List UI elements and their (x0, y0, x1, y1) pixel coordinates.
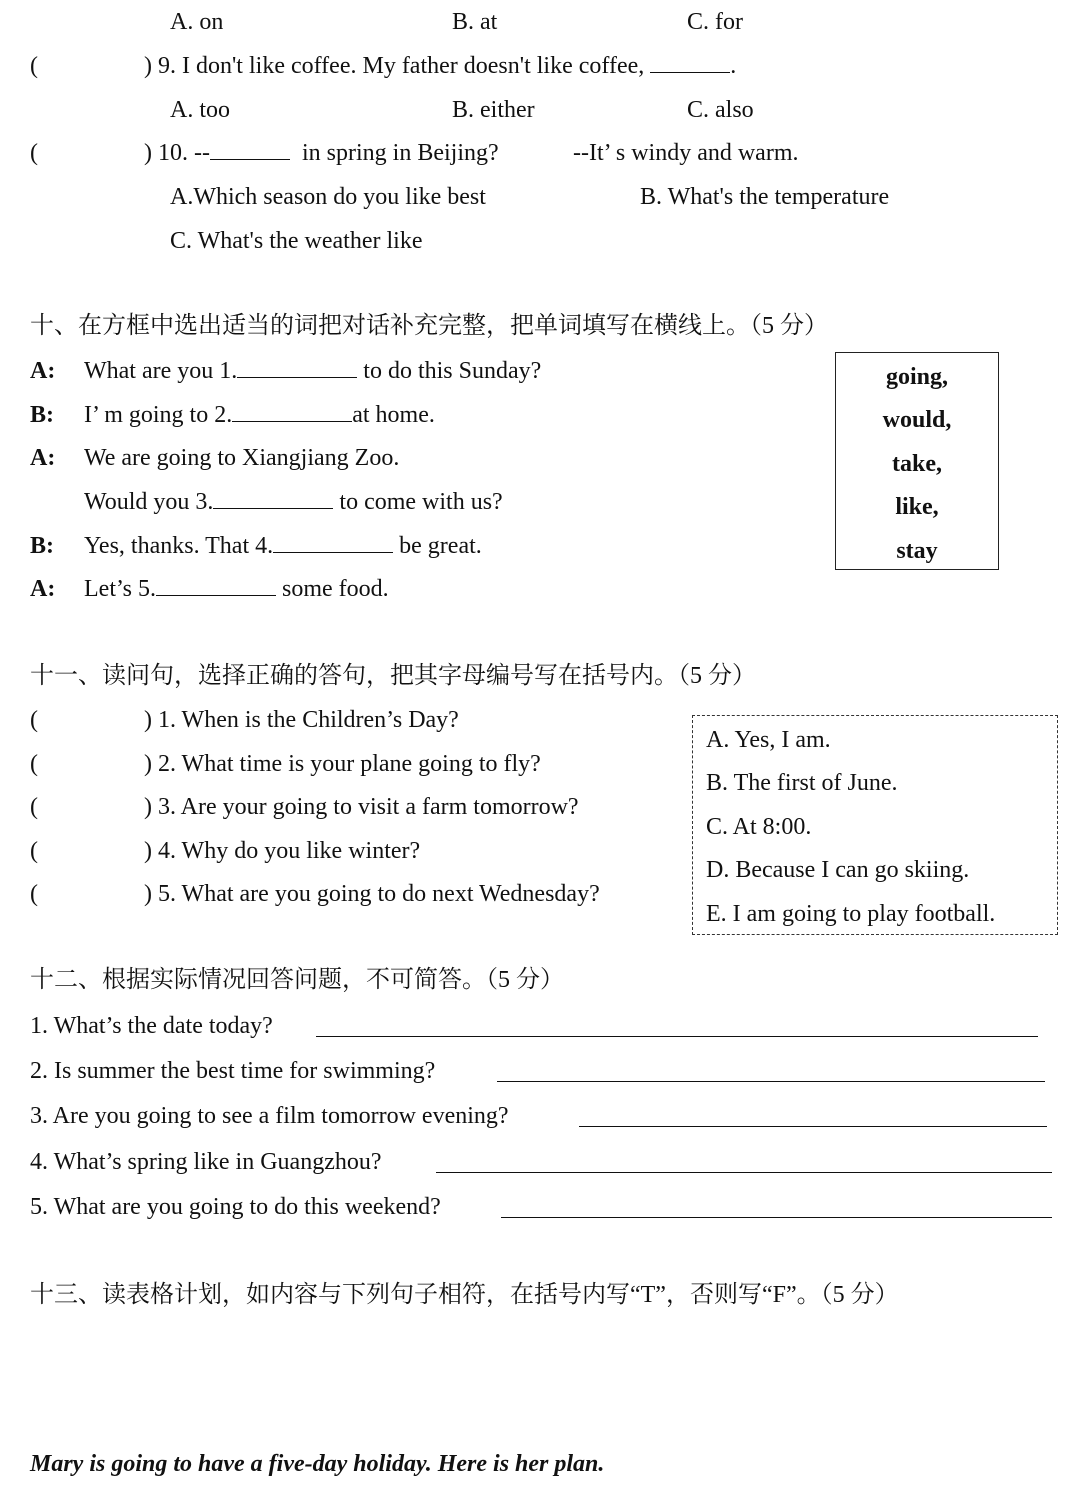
s12-question-2: 2. Is summer the best time for swimming? (30, 1058, 436, 1084)
q10-option-a: A.Which season do you like best (170, 184, 486, 210)
s11-paren: ( (30, 794, 38, 820)
s11-question: ) 2. What time is your plane going to fly? (144, 751, 541, 777)
q8-option-c: C. for (687, 9, 743, 35)
s10-line-3: We are going to Xiangjiang Zoo. (84, 445, 400, 471)
s11-answer: C. At 8:00. (706, 814, 812, 840)
s10-line-6-pre: Let’s 5. (84, 576, 156, 602)
s12-question-1: 1. What’s the date today? (30, 1013, 273, 1039)
s10-blank-4[interactable] (273, 532, 393, 553)
s11-answer: A. Yes, I am. (706, 727, 831, 753)
s10-line-2-pre: I’ m going to 2. (84, 402, 233, 428)
q8-option-b: B. at (452, 9, 498, 35)
q10-prefix: ) 10. -- (144, 140, 210, 166)
s12-answer-line-5[interactable] (501, 1217, 1052, 1218)
section-11-heading: 十一、读问句，选择正确的答句，把其字母编号写在括号内。（5 分） (30, 663, 756, 689)
q10-paren: ( (30, 140, 38, 166)
s10-line-4-pre: Would you 3. (84, 489, 214, 515)
word-bank-item: going, (885, 364, 948, 390)
q9-text (144, 52, 736, 80)
q9-option-a: A. too (170, 97, 230, 123)
s12-question-3: 3. Are you going to see a film tomorrow evening? (30, 1103, 509, 1129)
q10-blank[interactable] (210, 139, 290, 160)
s11-paren: ( (30, 751, 38, 777)
word-bank-box (835, 352, 999, 570)
s13-intro: Mary is going to have a five-day holiday. Here is her plan. (30, 1451, 605, 1477)
section-12-heading: 十二、根据实际情况回答问题，不可简答。（5 分） (30, 967, 564, 993)
s10-blank-3[interactable] (213, 488, 333, 509)
s10-line-5-post: be great. (399, 533, 482, 559)
s10-line-6 (84, 575, 389, 603)
s10-speaker-5: B: (30, 533, 54, 559)
s11-question: ) 5. What are you going to do next Wednesday? (144, 881, 600, 907)
s12-answer-line-4[interactable] (436, 1172, 1052, 1173)
s10-line-1 (84, 357, 541, 385)
q9-blank[interactable] (650, 52, 730, 73)
s12-answer-line-2[interactable] (497, 1081, 1045, 1082)
q9-paren: ( (30, 53, 38, 79)
s10-speaker-3: A: (30, 445, 56, 471)
s10-line-2-post: at home. (352, 402, 435, 428)
s11-question: ) 3. Are your going to visit a farm tomorrow? (144, 794, 579, 820)
s10-line-6-post: some food. (282, 576, 389, 602)
s11-question: ) 1. When is the Children’s Day? (144, 707, 459, 733)
s10-blank-1[interactable] (237, 357, 357, 378)
s10-speaker-1: A: (30, 358, 56, 384)
q9-end: . (730, 53, 737, 79)
s12-question-4: 4. What’s spring like in Guangzhou? (30, 1149, 382, 1175)
s10-line-4 (84, 488, 503, 516)
s10-speaker-2: B: (30, 402, 54, 428)
s10-line-5-pre: Yes, thanks. That 4. (84, 533, 274, 559)
s11-answer: B. The first of June. (706, 770, 898, 796)
section-13-heading: 十三、读表格计划，如内容与下列句子相符，在括号内写“T”，否则写“F”。（5 分） (30, 1282, 899, 1308)
word-bank-item: like, (895, 494, 939, 520)
section-10-heading: 十、在方框中选出适当的词把对话补充完整，把单词填写在横线上。（5 分） (30, 313, 828, 339)
q10-text (144, 139, 499, 167)
q10-option-b: B. What's the temperature (640, 184, 890, 210)
s10-line-2 (84, 401, 435, 429)
s10-line-5 (84, 532, 482, 560)
s11-question: ) 4. Why do you like winter? (144, 838, 421, 864)
q9-option-c: C. also (687, 97, 754, 123)
q10-answer: --It’ s windy and warm. (573, 140, 799, 166)
q9-question: ) 9. I don't like coffee. My father doesn't like coffee, (144, 53, 645, 79)
s11-answer: D. Because I can go skiing. (706, 857, 970, 883)
s10-line-1-pre: What are you 1. (84, 358, 238, 384)
word-bank-item: would, (882, 407, 952, 433)
s12-question-5: 5. What are you going to do this weekend? (30, 1194, 441, 1220)
q8-option-a: A. on (170, 9, 224, 35)
q10-middle: in spring in Beijing? (301, 140, 499, 166)
s12-answer-line-1[interactable] (316, 1036, 1038, 1037)
s10-speaker-6: A: (30, 576, 56, 602)
s11-paren: ( (30, 838, 38, 864)
q10-option-c: C. What's the weather like (170, 228, 423, 254)
answer-options-box (692, 715, 1058, 935)
word-bank-item: stay (896, 538, 938, 564)
s11-answer: E. I am going to play football. (706, 901, 996, 927)
s11-paren: ( (30, 707, 38, 733)
q9-option-b: B. either (452, 97, 535, 123)
s12-answer-line-3[interactable] (579, 1126, 1047, 1127)
word-bank-item: take, (892, 451, 942, 477)
s11-paren: ( (30, 881, 38, 907)
s10-blank-2[interactable] (232, 401, 352, 422)
s10-blank-5[interactable] (156, 575, 276, 596)
s10-line-4-post: to come with us? (339, 489, 503, 515)
s10-line-1-post: to do this Sunday? (363, 358, 542, 384)
